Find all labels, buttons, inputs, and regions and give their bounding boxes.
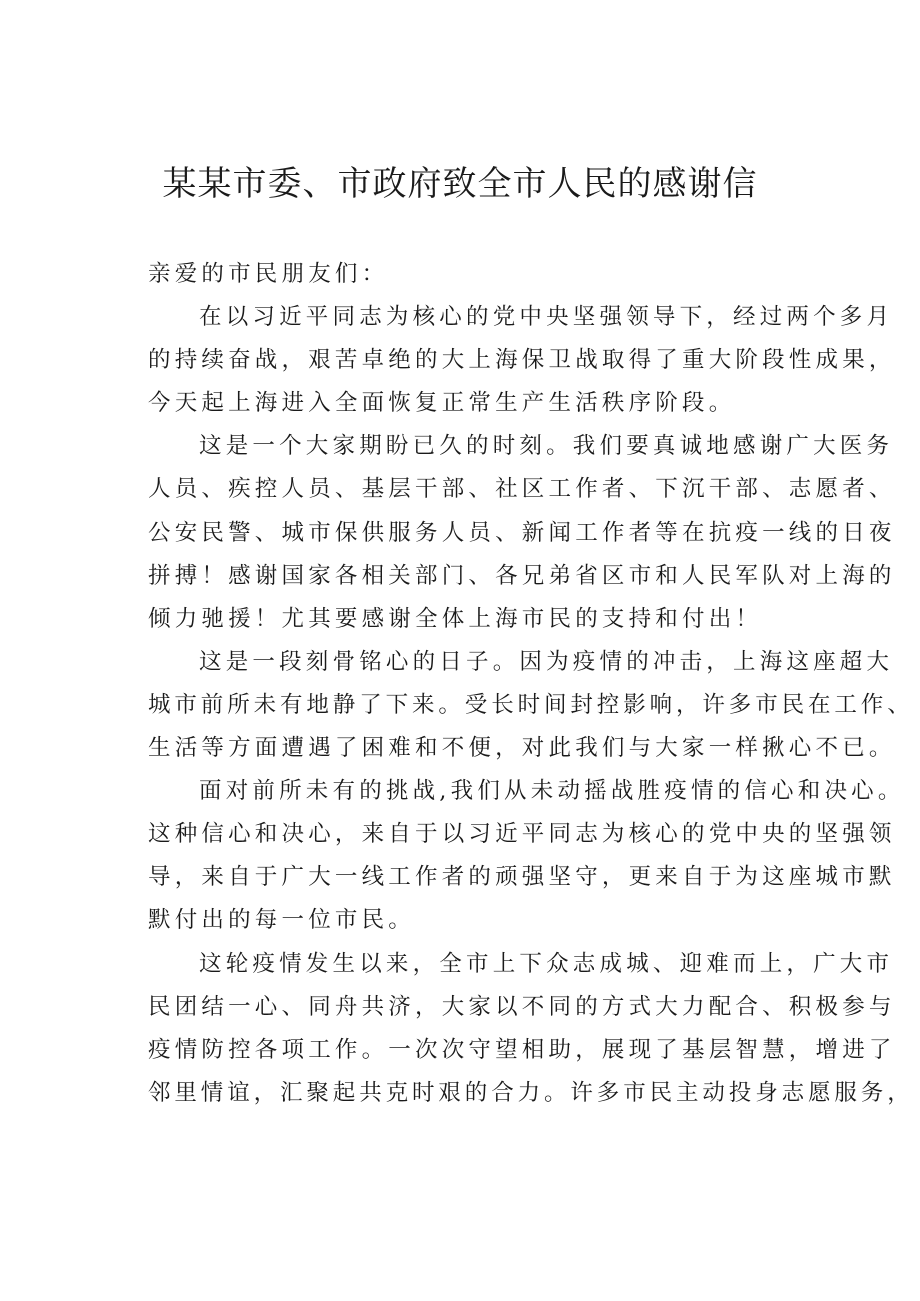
text-line: 的持续奋战，艰苦卓绝的大上海保卫战取得了重大阶段性成果， xyxy=(148,347,896,374)
text-line: 这种信心和决心，来自于以习近平同志为核心的党中央的坚强领 xyxy=(148,821,896,848)
text-line: 导，来自于广大一线工作者的顽强坚守，更来自于为这座城市默 xyxy=(148,864,896,891)
text-line: 生活等方面遭遇了困难和不便，对此我们与大家一样揪心不已。 xyxy=(148,735,896,762)
document-title: 某某市委、市政府致全市人民的感谢信 xyxy=(162,164,758,204)
text-line: 面对前所未有的挑战,我们从未动摇战胜疫情的信心和决心。 xyxy=(199,778,905,805)
text-line: 城市前所未有地静了下来。受长时间封控影响，许多市民在工作、 xyxy=(148,691,914,718)
text-line: 这是一段刻骨铭心的日子。因为疫情的冲击，上海这座超大 xyxy=(199,648,894,675)
text-line: 人员、疾控人员、基层干部、社区工作者、下沉干部、志愿者、 xyxy=(148,476,896,503)
text-line: 这是一个大家期盼已久的时刻。我们要真诚地感谢广大医务 xyxy=(199,433,894,460)
text-line: 民团结一心、同舟共济，大家以不同的方式大力配合、积极参与 xyxy=(148,993,896,1020)
text-line: 拼搏！感谢国家各相关部门、各兄弟省区市和人民军队对上海的 xyxy=(148,562,896,589)
text-line: 默付出的每一位市民。 xyxy=(148,907,416,934)
text-line: 这轮疫情发生以来，全市上下众志成城、迎难而上，广大市 xyxy=(199,950,894,977)
letter-body xyxy=(148,253,914,1115)
text-line: 邻里情谊，汇聚起共克时艰的合力。许多市民主动投身志愿服务， xyxy=(148,1079,914,1106)
salutation: 亲爱的市民朋友们： xyxy=(148,261,389,287)
text-line: 倾力驰援！尤其要感谢全体上海市民的支持和付出！ xyxy=(148,605,763,632)
text-line: 公安民警、城市保供服务人员、新闻工作者等在抗疫一线的日夜 xyxy=(148,519,896,546)
text-line: 疫情防控各项工作。一次次守望相助，展现了基层智慧，增进了 xyxy=(148,1036,896,1063)
text-line: 今天起上海进入全面恢复正常生产生活秩序阶段。 xyxy=(148,390,736,417)
text-line: 在以习近平同志为核心的党中央坚强领导下，经过两个多月 xyxy=(199,304,894,331)
